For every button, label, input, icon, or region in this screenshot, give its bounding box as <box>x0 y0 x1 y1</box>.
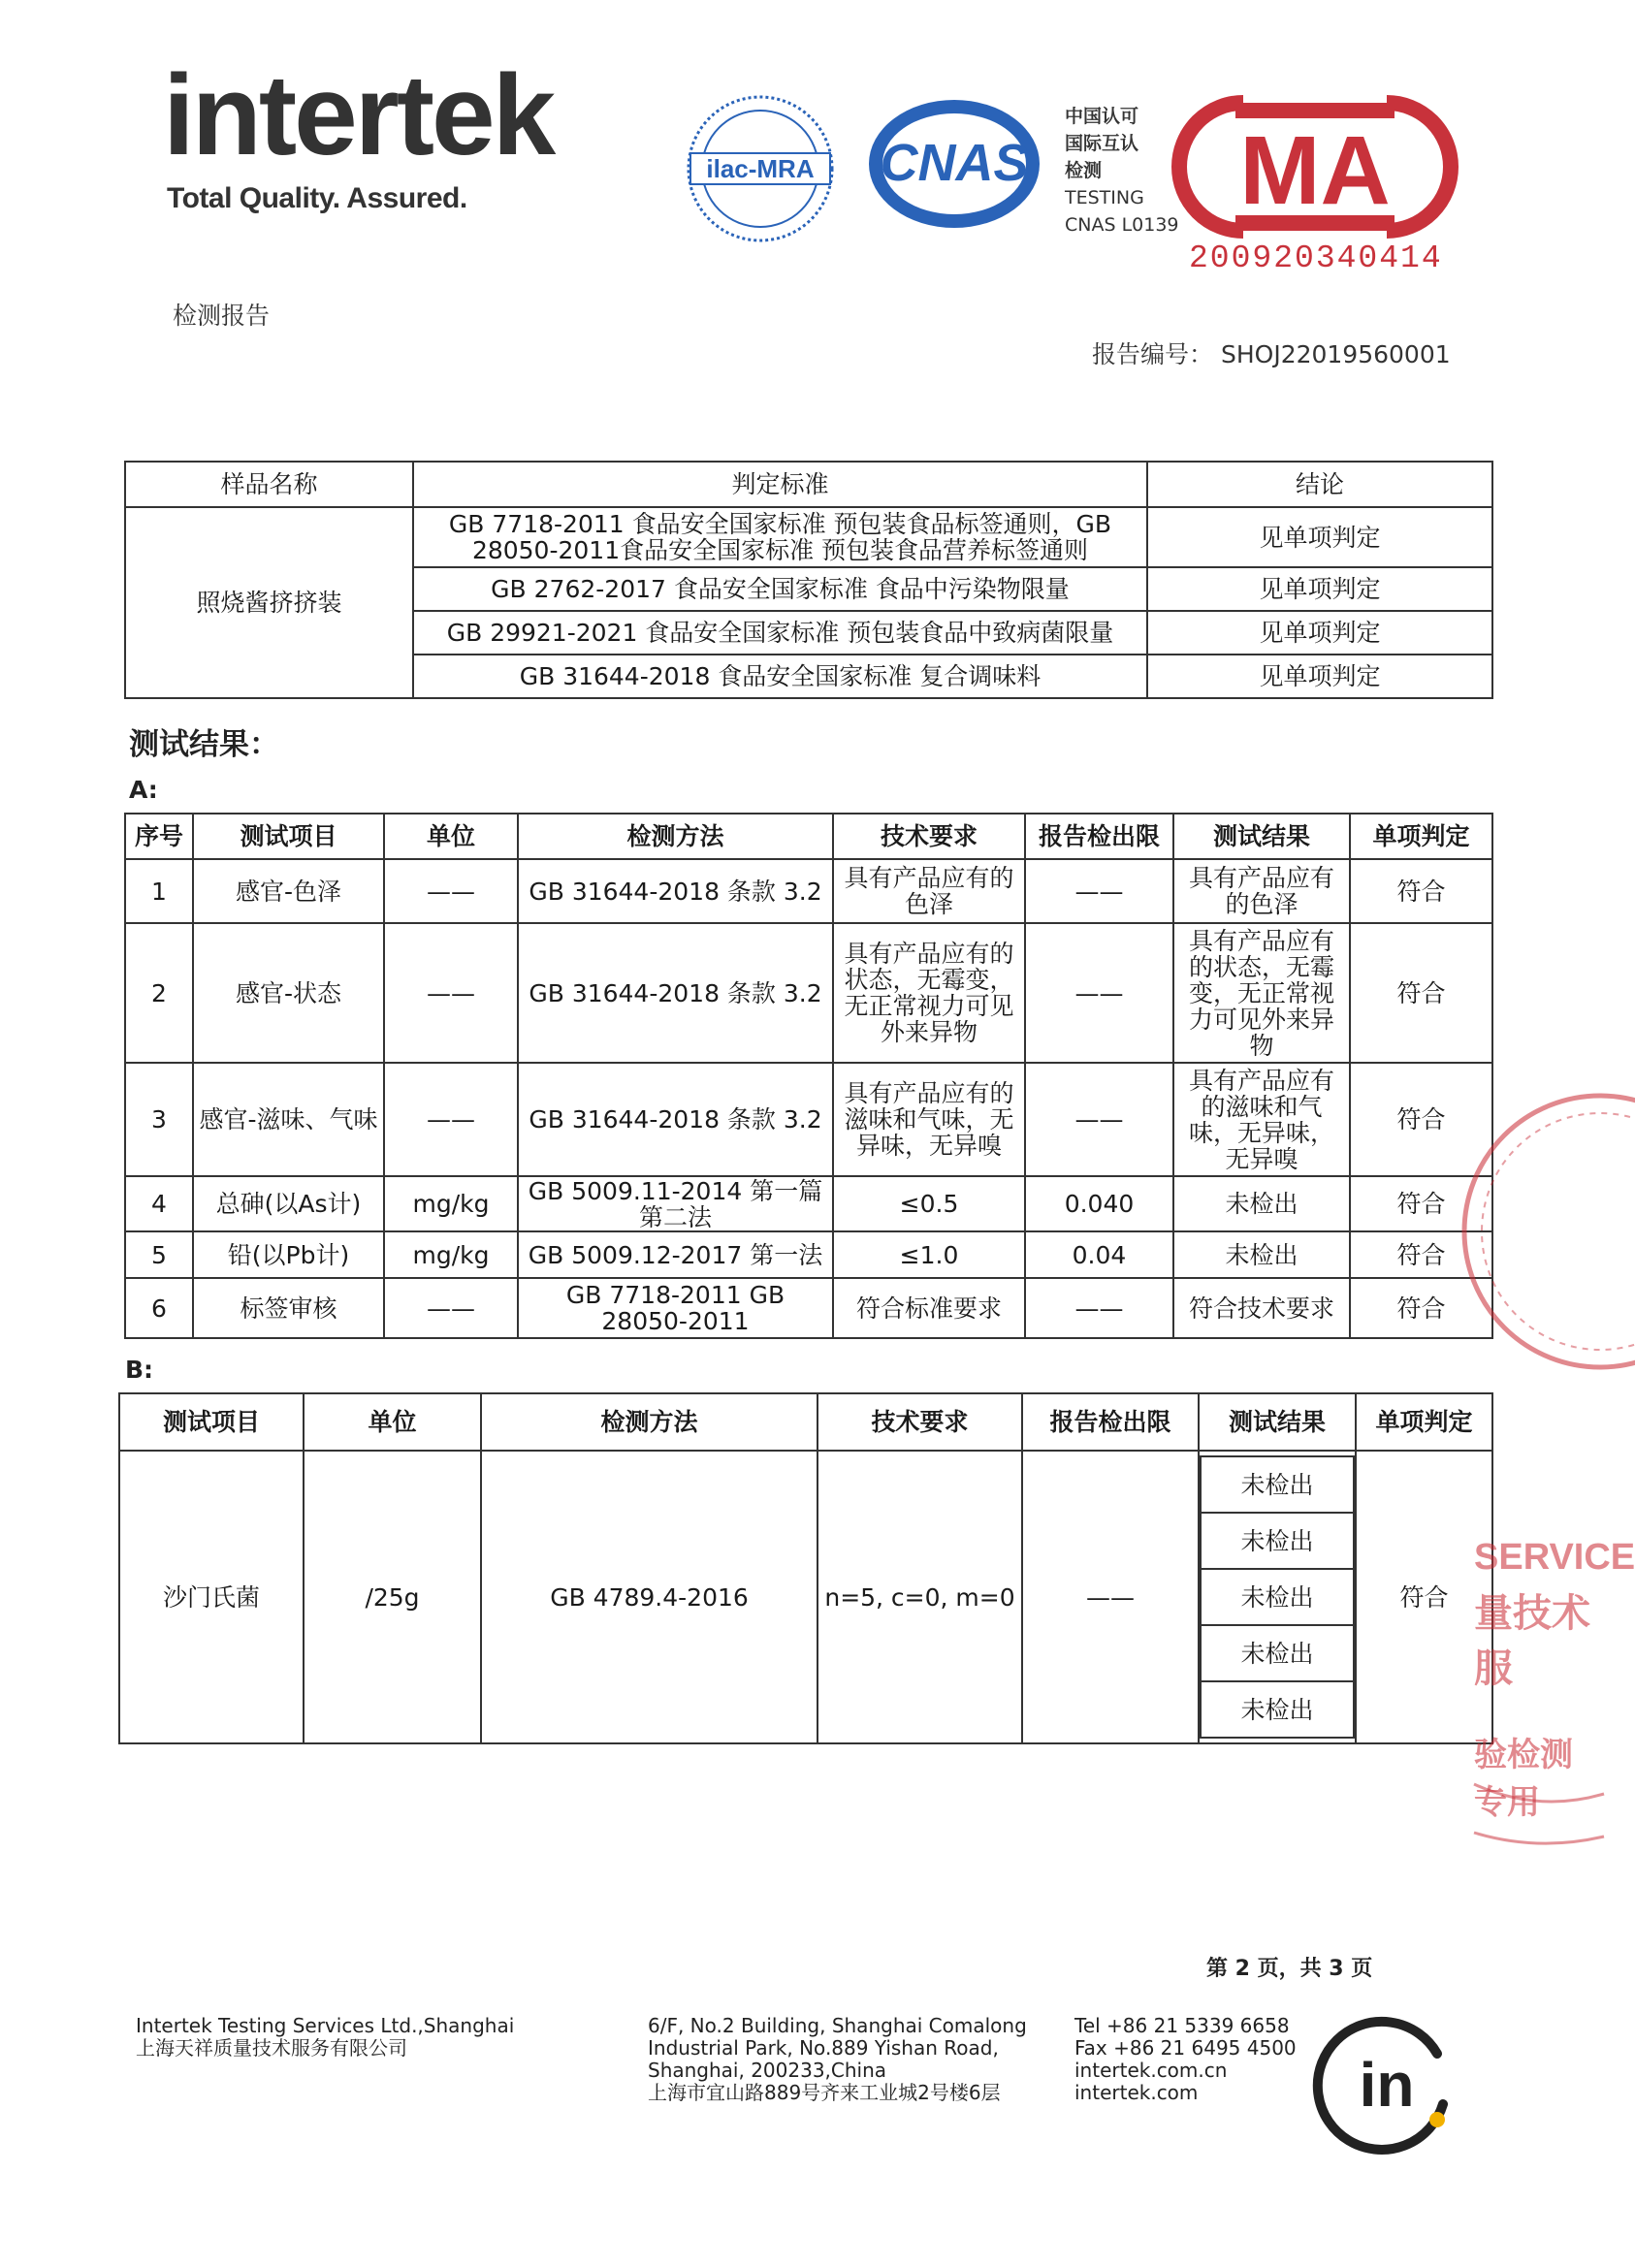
cnas-logo <box>865 97 1043 231</box>
test-result: 未检出 <box>1173 1176 1350 1231</box>
test-method: GB 5009.11-2014 第一篇第二法 <box>518 1176 833 1231</box>
table-header-row <box>125 814 1492 859</box>
detection-limit: —— <box>1025 1278 1173 1338</box>
report-number-label: 报告编号： <box>1092 340 1214 368</box>
test-results-group <box>1199 1451 1356 1743</box>
requirement: n=5, c=0, m=0 <box>818 1451 1022 1743</box>
seal-stamp-top <box>1455 1067 1604 1387</box>
test-result: 具有产品应有的状态，无霉变，无正常视力可见外来异物 <box>1173 923 1350 1063</box>
table-row <box>125 859 1492 923</box>
judgement: 符合 <box>1350 1278 1492 1338</box>
column-header: 测试结果 <box>1199 1393 1356 1451</box>
table-row <box>125 1063 1492 1176</box>
page-number: 第 2 页，共 3 页 <box>1206 1957 1373 1981</box>
column-header: 测试结果 <box>1173 814 1350 859</box>
results-table-a <box>124 813 1493 1339</box>
test-result: 未检出 <box>1173 1231 1350 1278</box>
standard-cell: GB 2762-2017 食品安全国家标准 食品中污染物限量 <box>413 567 1147 611</box>
cnas-accreditation-text <box>1065 103 1179 239</box>
column-header: 报告检出限 <box>1022 1393 1199 1451</box>
column-header: 报告检出限 <box>1025 814 1173 859</box>
table-row <box>119 1451 1492 1743</box>
conclusion-cell: 见单项判定 <box>1147 567 1492 611</box>
conclusion-table <box>124 461 1493 699</box>
column-header: 序号 <box>125 814 193 859</box>
requirement: 具有产品应有的滋味和气味，无异味，无异嗅 <box>833 1063 1025 1176</box>
judgement: 符合 <box>1350 859 1492 923</box>
cnas-line: 检测 <box>1065 160 1103 181</box>
requirement: 具有产品应有的色泽 <box>833 859 1025 923</box>
judgement: 符合 <box>1356 1451 1492 1743</box>
cnas-line: TESTING <box>1065 187 1144 208</box>
standard-cell: GB 31644-2018 食品安全国家标准 复合调味料 <box>413 655 1147 698</box>
row-number: 2 <box>125 923 193 1063</box>
column-header: 技术要求 <box>833 814 1025 859</box>
conclusion-cell: 见单项判定 <box>1147 655 1492 698</box>
table-row <box>125 507 1492 567</box>
unit: —— <box>384 1278 518 1338</box>
unit: mg/kg <box>384 1176 518 1231</box>
stamp-chinese-text: 量技术服 <box>1474 1590 1590 1691</box>
address-line: 6/F, No.2 Building, Shanghai Comalong <box>648 2014 1027 2037</box>
column-header: 检测方法 <box>481 1393 818 1451</box>
address-line: 上海市宜山路889号齐来工业城2号楼6层 <box>648 2081 1001 2104</box>
judgement: 符合 <box>1350 923 1492 1063</box>
company-name-cn: 上海天祥质量技术服务有限公司 <box>136 2036 407 2060</box>
sample-name: 照烧酱挤挤装 <box>125 507 413 698</box>
column-header: 结论 <box>1147 462 1492 507</box>
sample-result: 未检出 <box>1201 1681 1354 1738</box>
requirement: 符合标准要求 <box>833 1278 1025 1338</box>
contact-line: Fax +86 21 6495 4500 <box>1074 2036 1297 2060</box>
svg-text:MA: MA <box>1239 116 1391 225</box>
svg-text:ilac-MRA: ilac-MRA <box>706 154 815 183</box>
test-item: 感官-状态 <box>193 923 384 1063</box>
stamp-service-text: SERVICE <box>1474 1537 1635 1578</box>
stamp-usage-text: 验检测专用 <box>1474 1736 1573 1822</box>
row-number: 5 <box>125 1231 193 1278</box>
requirement: 具有产品应有的状态，无霉变，无正常视力可见外来异物 <box>833 923 1025 1063</box>
detection-limit: 0.040 <box>1025 1176 1173 1231</box>
test-method: GB 31644-2018 条款 3.2 <box>518 923 833 1063</box>
table-header-row <box>125 462 1492 507</box>
test-result: 符合技术要求 <box>1173 1278 1350 1338</box>
test-result: 具有产品应有的色泽 <box>1173 859 1350 923</box>
detection-limit: —— <box>1022 1451 1199 1743</box>
seal-stamp-bottom <box>1470 1774 1604 1852</box>
test-item: 沙门氏菌 <box>119 1451 304 1743</box>
intertek-circle-logo <box>1315 2011 1460 2156</box>
sample-result: 未检出 <box>1201 1513 1354 1569</box>
test-result: 具有产品应有的滋味和气味，无异味，无异嗅 <box>1173 1063 1350 1176</box>
svg-text:in: in <box>1359 2050 1415 2120</box>
table-row <box>125 1176 1492 1231</box>
unit: —— <box>384 923 518 1063</box>
sample-result: 未检出 <box>1201 1456 1354 1513</box>
table-header-row <box>119 1393 1492 1451</box>
section-a-label: A: <box>129 776 158 804</box>
intertek-wordmark: intertek <box>163 51 554 179</box>
column-header: 单项判定 <box>1356 1393 1492 1451</box>
address-line: Industrial Park, No.889 Yishan Road, <box>648 2036 999 2060</box>
test-item: 标签审核 <box>193 1278 384 1338</box>
footer-contact <box>1074 2015 1297 2104</box>
company-name-en: Intertek Testing Services Ltd.,Shanghai <box>136 2014 515 2037</box>
column-header: 测试项目 <box>119 1393 304 1451</box>
report-number <box>1092 335 1451 370</box>
address-line: Shanghai, 200233,China <box>648 2059 887 2082</box>
document-type-label: 检测报告 <box>173 302 271 330</box>
table-row <box>125 1231 1492 1278</box>
detection-limit: —— <box>1025 1063 1173 1176</box>
column-header: 单项判定 <box>1350 814 1492 859</box>
detection-limit: —— <box>1025 923 1173 1063</box>
column-header: 测试项目 <box>193 814 384 859</box>
cnas-line: 中国认可 <box>1065 106 1139 127</box>
row-number: 4 <box>125 1176 193 1231</box>
row-number: 3 <box>125 1063 193 1176</box>
row-number: 1 <box>125 859 193 923</box>
footer-company <box>136 2015 514 2060</box>
judgement: 符合 <box>1350 1231 1492 1278</box>
requirement: ≤0.5 <box>833 1176 1025 1231</box>
table-row <box>125 923 1492 1063</box>
column-header: 单位 <box>304 1393 481 1451</box>
column-header: 检测方法 <box>518 814 833 859</box>
table-row <box>125 1278 1492 1338</box>
sample-result: 未检出 <box>1201 1569 1354 1625</box>
column-header: 样品名称 <box>125 462 413 507</box>
test-item: 总砷(以As计) <box>193 1176 384 1231</box>
footer-address <box>648 2015 1027 2104</box>
test-method: GB 5009.12-2017 第一法 <box>518 1231 833 1278</box>
test-method: GB 4789.4-2016 <box>481 1451 818 1743</box>
column-header: 判定标准 <box>413 462 1147 507</box>
standard-cell: GB 7718-2011 食品安全国家标准 预包装食品标签通则，GB 28050-2011食品安全国家标准 预包装食品营养标签通则 <box>413 507 1147 567</box>
unit: /25g <box>304 1451 481 1743</box>
contact-line: intertek.com.cn <box>1074 2059 1228 2082</box>
test-method: GB 31644-2018 条款 3.2 <box>518 1063 833 1176</box>
results-table-b <box>118 1392 1493 1744</box>
contact-line: Tel +86 21 5339 6658 <box>1074 2014 1290 2037</box>
judgement: 符合 <box>1350 1176 1492 1231</box>
ilac-mra-logo <box>685 93 836 244</box>
unit: —— <box>384 859 518 923</box>
judgement: 符合 <box>1350 1063 1492 1176</box>
detection-limit: —— <box>1025 859 1173 923</box>
sample-results <box>1200 1455 1355 1739</box>
detection-limit: 0.04 <box>1025 1231 1173 1278</box>
row-number: 6 <box>125 1278 193 1338</box>
cnas-line: 国际互认 <box>1065 133 1139 154</box>
column-header: 单位 <box>384 814 518 859</box>
brand-tagline: Total Quality. Assured. <box>167 182 467 214</box>
sample-result: 未检出 <box>1201 1625 1354 1681</box>
test-method: GB 31644-2018 条款 3.2 <box>518 859 833 923</box>
test-item: 感官-滋味、气味 <box>193 1063 384 1176</box>
unit: —— <box>384 1063 518 1176</box>
column-header: 技术要求 <box>818 1393 1022 1451</box>
cma-number: 200920340414 <box>1189 240 1443 276</box>
test-item: 铅(以Pb计) <box>193 1231 384 1278</box>
results-title: 测试结果： <box>129 727 279 762</box>
svg-text:CNAS: CNAS <box>880 134 1029 192</box>
standard-cell: GB 29921-2021 食品安全国家标准 预包装食品中致病菌限量 <box>413 611 1147 655</box>
cma-logo <box>1185 95 1445 239</box>
section-b-label: B: <box>125 1356 154 1384</box>
unit: mg/kg <box>384 1231 518 1278</box>
contact-line: intertek.com <box>1074 2081 1199 2104</box>
cnas-line: CNAS L0139 <box>1065 214 1179 236</box>
conclusion-cell: 见单项判定 <box>1147 507 1492 567</box>
test-item: 感官-色泽 <box>193 859 384 923</box>
report-number-value: SHOJ22019560001 <box>1220 340 1451 368</box>
requirement: ≤1.0 <box>833 1231 1025 1278</box>
conclusion-cell: 见单项判定 <box>1147 611 1492 655</box>
test-method: GB 7718-2011 GB 28050-2011 <box>518 1278 833 1338</box>
